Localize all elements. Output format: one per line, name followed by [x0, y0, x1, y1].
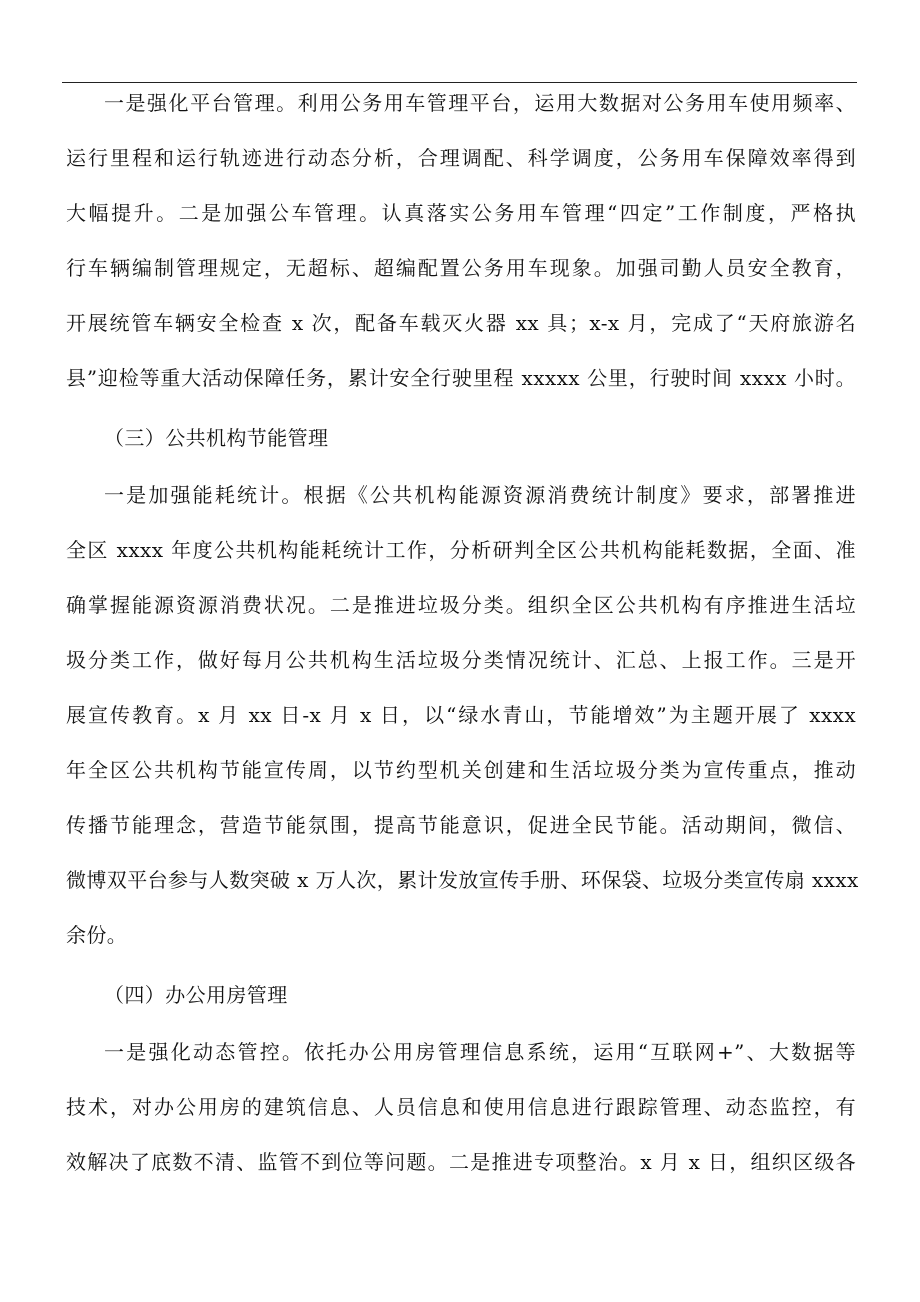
- paragraph-line: 传播节能理念，营造节能氛围，提高节能意识，促进全民节能。活动期间，微信、: [66, 813, 856, 837]
- section-heading-4: （四）办公用房管理: [104, 983, 288, 1007]
- paragraph-line: 一是强化平台管理。利用公务用车管理平台，运用大数据对公务用车使用频率、: [104, 91, 856, 115]
- section-heading-3: （三）公共机构节能管理: [104, 426, 329, 450]
- paragraph-line: 效解决了底数不清、监管不到位等问题。二是推进专项整治。x 月 x 日，组织区级各: [66, 1150, 856, 1174]
- paragraph-line: 一是强化动态管控。依托办公用房管理信息系统，运用“互联网+”、大数据等: [104, 1040, 856, 1064]
- paragraph-line: 县”迎检等重大活动保障任务，累计安全行驶里程 xxxxx 公里，行驶时间 xxxx 小时。: [66, 366, 856, 390]
- paragraph-line: 圾分类工作，做好每月公共机构生活垃圾分类情况统计、汇总、上报工作。三是开: [66, 648, 856, 672]
- paragraph-line: 技术，对办公用房的建筑信息、人员信息和使用信息进行跟踪管理、动态监控，有: [66, 1095, 856, 1119]
- paragraph-line: 余份。: [66, 923, 128, 947]
- paragraph-line: 年全区公共机构节能宣传周，以节约型机关创建和生活垃圾分类为宣传重点，推动: [66, 758, 856, 782]
- paragraph-line: 行车辆编制管理规定，无超标、超编配置公务用车现象。加强司勤人员安全教育，: [66, 256, 856, 280]
- paragraph-line: 确掌握能源资源消费状况。二是推进垃圾分类。组织全区公共机构有序推进生活垃: [66, 593, 856, 617]
- paragraph-line: 大幅提升。二是加强公车管理。认真落实公务用车管理“四定”工作制度，严格执: [66, 201, 856, 225]
- paragraph-line: 运行里程和运行轨迹进行动态分析，合理调配、科学调度，公务用车保障效率得到: [66, 146, 856, 170]
- paragraph-line: 展宣传教育。x 月 xx 日-x 月 x 日，以“绿水青山，节能增效”为主题开展了 xxxx: [66, 703, 856, 727]
- paragraph-line: 全区 xxxx 年度公共机构能耗统计工作，分析研判全区公共机构能耗数据，全面、准: [66, 538, 856, 562]
- paragraph-line: 一是加强能耗统计。根据《公共机构能源资源消费统计制度》要求，部署推进: [104, 483, 856, 507]
- paragraph-line: 开展统管车辆安全检查 x 次，配备车载灭火器 xx 具；x-x 月，完成了“天府旅游名: [66, 311, 856, 335]
- paragraph-line: 微博双平台参与人数突破 x 万人次，累计发放宣传手册、环保袋、垃圾分类宣传扇 xxxx: [66, 868, 859, 892]
